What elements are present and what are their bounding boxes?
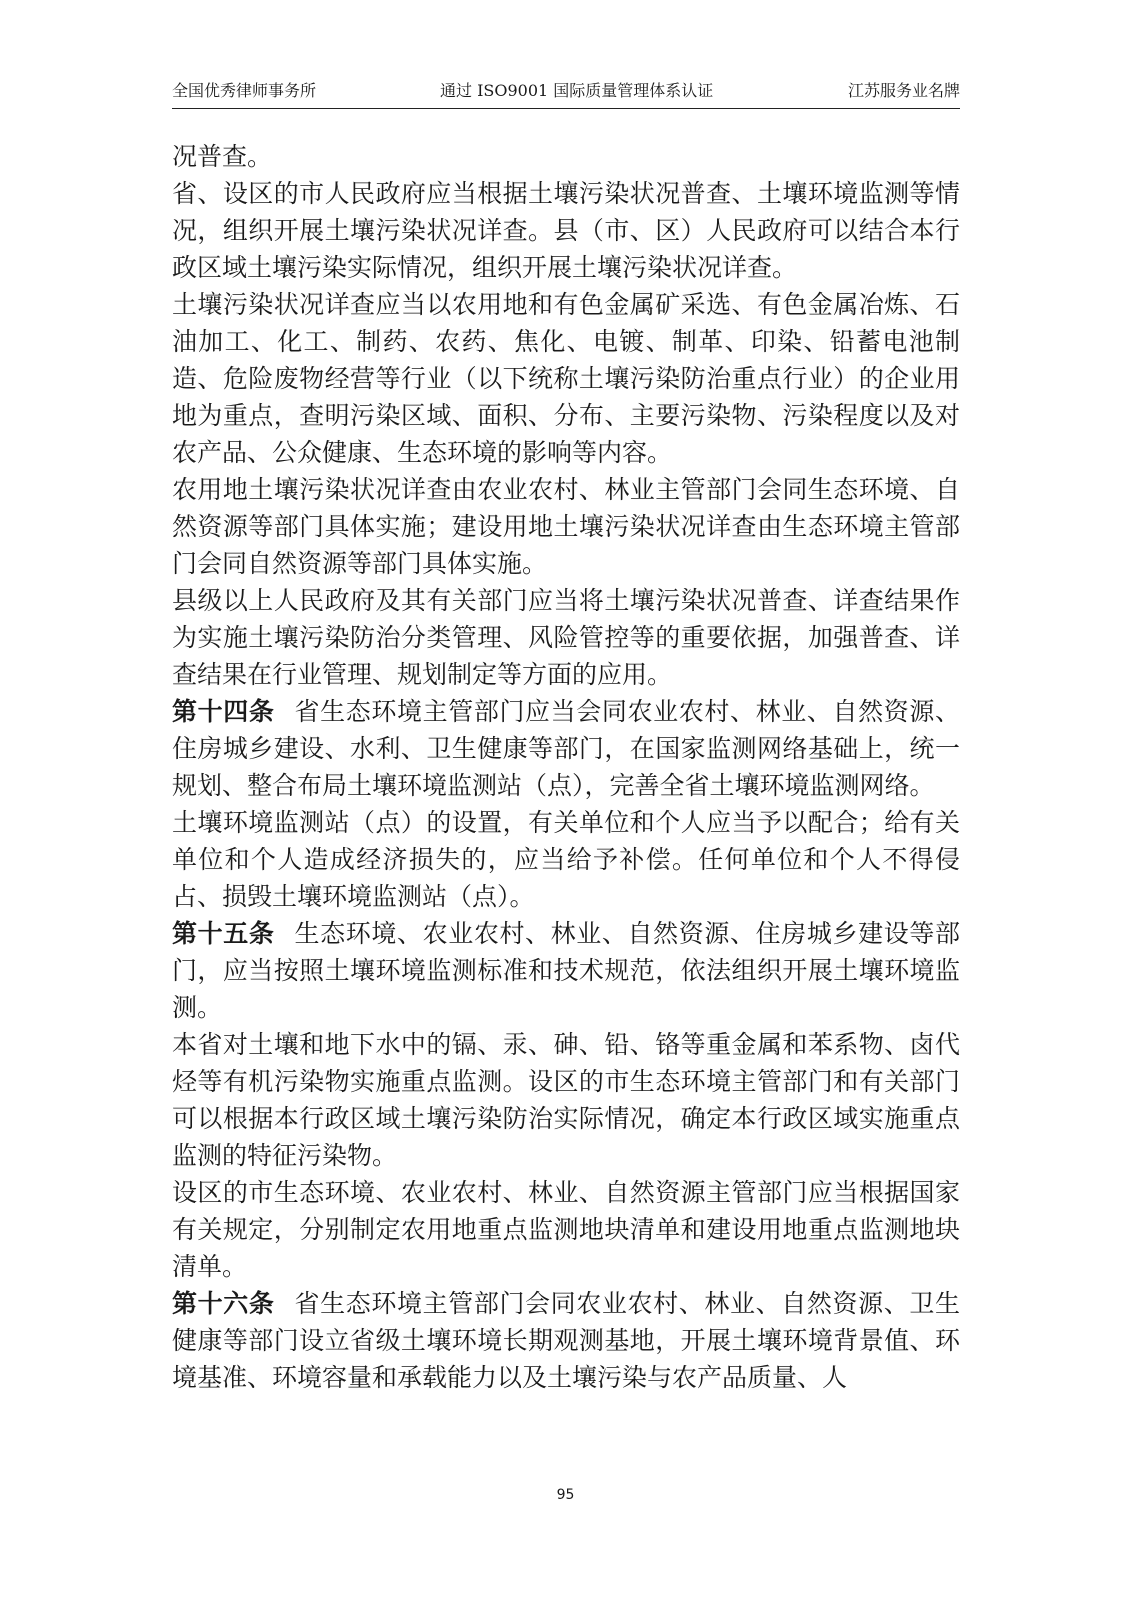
article-paragraph: 第十六条 省生态环境主管部门会同农业农村、林业、自然资源、卫生健康等部门设立省级土壤环境长期观测基地，开展土壤环境背景值、环境基准、环境容量和承载能力以及土壤污染与农产品质量、人 <box>172 1289 960 1392</box>
paragraph: 土壤环境监测站（点）的设置，有关单位和个人应当予以配合；给有关单位和个人造成经济损失的，应当给予补偿。任何单位和个人不得侵占、损毁土壤环境监测站（点）。 <box>172 808 960 911</box>
article-paragraph: 第十四条 省生态环境主管部门应当会同农业农村、林业、自然资源、住房城乡建设、水利、卫生健康等部门，在国家监测网络基础上，统一规划、整合布局土壤环境监测站（点），完善全省土壤环境监测网络。 <box>172 697 960 800</box>
paragraph: 县级以上人民政府及其有关部门应当将土壤污染状况普查、详查结果作为实施土壤污染防治分类管理、风险管控等的重要依据，加强普查、详查结果在行业管理、规划制定等方面的应用。 <box>172 586 960 689</box>
article-number: 第十五条 <box>172 919 275 948</box>
article-number: 第十四条 <box>172 697 275 726</box>
paragraph: 本省对土壤和地下水中的镉、汞、砷、铅、铬等重金属和苯系物、卤代烃等有机污染物实施重点监测。设区的市生态环境主管部门和有关部门可以根据本行政区域土壤污染防治实际情况，确定本行政区域实施重点监测的特征污染物。 <box>172 1030 960 1170</box>
paragraph: 设区的市生态环境、农业农村、林业、自然资源主管部门应当根据国家有关规定，分别制定农用地重点监测地块清单和建设用地重点监测地块清单。 <box>172 1178 960 1281</box>
article-number: 第十六条 <box>172 1289 275 1318</box>
article-paragraph: 第十五条 生态环境、农业农村、林业、自然资源、住房城乡建设等部门，应当按照土壤环境监测标准和技术规范，依法组织开展土壤环境监测。 <box>172 919 960 1022</box>
page-number: 95 <box>556 1487 575 1503</box>
document-body <box>172 138 960 1396</box>
page-header <box>172 78 960 109</box>
paragraph: 农用地土壤污染状况详查由农业农村、林业主管部门会同生态环境、自然资源等部门具体实施；建设用地土壤污染状况详查由生态环境主管部门会同自然资源等部门具体实施。 <box>172 475 960 578</box>
header-certification-label: 通过 ISO9001 国际质量管理体系认证 <box>440 81 714 100</box>
paragraph: 况普查。 <box>172 142 273 171</box>
paragraph: 省、设区的市人民政府应当根据土壤污染状况普查、土壤环境监测等情况，组织开展土壤污染状况详查。县（市、区）人民政府可以结合本行政区域土壤污染实际情况，组织开展土壤污染状况详查。 <box>172 179 960 282</box>
paragraph: 土壤污染状况详查应当以农用地和有色金属矿采选、有色金属冶炼、石油加工、化工、制药、农药、焦化、电镀、制革、印染、铅蓄电池制造、危险废物经营等行业（以下统称土壤污染防治重点行业）的企业用地为重点，查明污染区域、面积、分布、主要污染物、污染程度以及对农产品、公众健康、生态环境的影响等内容。 <box>172 290 960 467</box>
header-firm-label: 全国优秀律师事务所 <box>172 81 317 100</box>
header-brand-label: 江苏服务业名牌 <box>847 81 960 100</box>
